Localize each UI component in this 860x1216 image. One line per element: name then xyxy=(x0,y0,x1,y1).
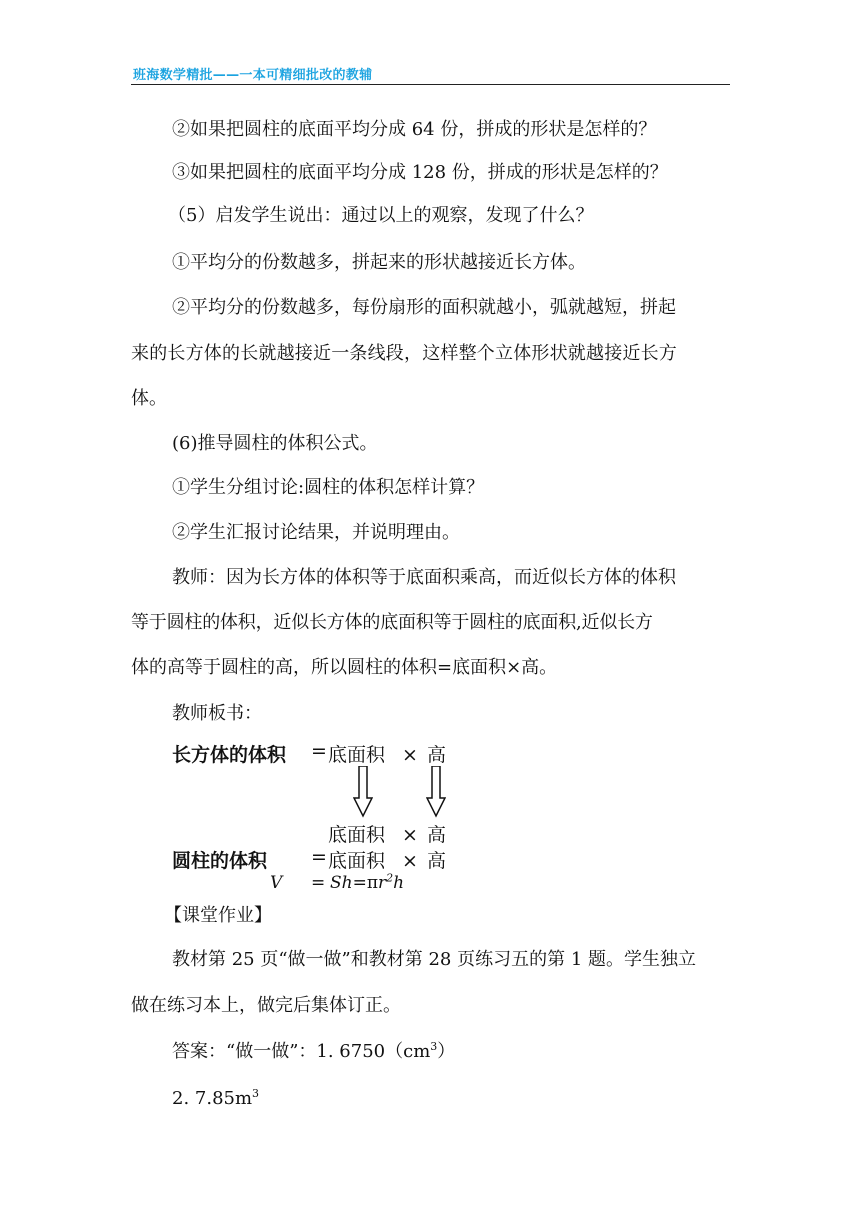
teacher-line1: 教师：因为长方体的体积等于底面积乘高，而近似长方体的体积 xyxy=(172,567,676,588)
discussion-2: ②学生汇报讨论结果，并说明理由。 xyxy=(172,522,460,543)
homework-line1: 教材第 25 页“做一做”和教材第 28 页练习五的第 1 题。学生独立 xyxy=(172,949,696,970)
answer-1-sup: 3 xyxy=(430,1040,438,1053)
observation-2-line2: 来的长方体的长就越接近一条线段，这样整个立体形状就越接近长方 xyxy=(131,343,677,364)
board-label: 教师板书： xyxy=(172,703,262,724)
homework-title: 【课堂作业】 xyxy=(164,905,272,926)
down-arrow-icon xyxy=(426,766,446,818)
homework-line2: 做在练习本上，做完后集体订正。 xyxy=(131,995,401,1016)
observation-2-line1-text: ②平均分的份数越多，每份扇形的面积就越小，弧就越短，拼起 xyxy=(172,297,676,318)
board-row1-height: 高 xyxy=(427,744,447,766)
board-row3-times: × xyxy=(402,824,418,846)
formula-pi: π xyxy=(366,873,379,893)
formula-sh xyxy=(330,873,404,893)
answer-1-close: ） xyxy=(437,1041,456,1062)
observation-1: ①平均分的份数越多，拼起来的形状越接近长方体。 xyxy=(172,252,586,273)
board-row1-eq: = xyxy=(311,740,327,762)
formula-r: r xyxy=(378,873,387,893)
answer-1 xyxy=(172,1042,455,1062)
answer-2-text: 2. 7.85m xyxy=(172,1088,253,1109)
answer-1-text: 答案：“做一做”：1. 6750（cm xyxy=(172,1041,431,1062)
formula-eq: = xyxy=(311,873,326,893)
board-row4-height: 高 xyxy=(427,850,447,872)
observation-2-line1 xyxy=(131,298,730,318)
page-header xyxy=(131,62,730,85)
discussion-1: ①学生分组讨论:圆柱的体积怎样计算？ xyxy=(172,477,485,498)
answer-2-sup: 3 xyxy=(252,1087,260,1100)
board-row4-label: 圆柱的体积 xyxy=(172,850,268,872)
teacher-line3: 体的高等于圆柱的高，所以圆柱的体积=底面积×高。 xyxy=(131,657,558,678)
question-3: ③如果把圆柱的底面平均分成 128 份，拼成的形状是怎样的？ xyxy=(172,162,668,183)
formula-sh-text: Sh= xyxy=(330,873,367,893)
question-2: ②如果把圆柱的底面平均分成 64 份，拼成的形状是怎样的？ xyxy=(172,119,657,140)
observation-2-line3: 体。 xyxy=(131,388,167,409)
board-row1-label: 长方体的体积 xyxy=(172,744,287,766)
formula-sup: 2 xyxy=(386,871,394,885)
teacher-line2: 等于圆柱的体积，近似长方体的底面积等于圆柱的底面积,近似长方 xyxy=(131,612,653,633)
board-row1-times: × xyxy=(402,744,418,766)
formula-h: h xyxy=(393,873,405,893)
step-6: (6)推导圆柱的体积公式。 xyxy=(172,433,378,454)
board-row4-eq: = xyxy=(311,846,327,868)
board-row3-base: 底面积 xyxy=(328,824,386,846)
step-5: （5）启发学生说出：通过以上的观察，发现了什么？ xyxy=(168,205,594,226)
board-row4-base: 底面积 xyxy=(328,850,386,872)
header-title: 班海数学精批——一本可精细批改的教辅 xyxy=(133,68,373,83)
down-arrow-icon xyxy=(353,766,373,818)
board-row1-base: 底面积 xyxy=(328,744,386,766)
board-row4-times: × xyxy=(402,850,418,872)
board-row3-height: 高 xyxy=(427,824,447,846)
formula-v: V xyxy=(270,873,283,893)
answer-2 xyxy=(172,1089,259,1109)
